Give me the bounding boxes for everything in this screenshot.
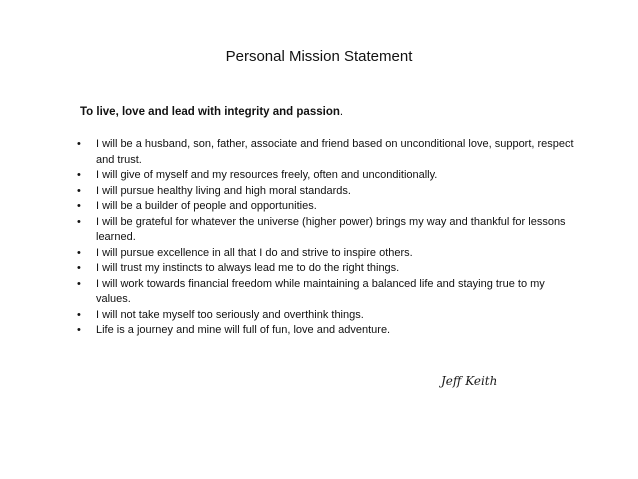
list-item-text: I will pursue excellence in all that I do and strive to inspire others. <box>96 246 413 259</box>
list-item-text: Life is a journey and mine will full of fun, love and adventure. <box>96 324 391 336</box>
list-item-text: I will pursue healthy living and high moral standards. <box>96 184 351 197</box>
bullet-icon: • <box>77 262 81 274</box>
bullet-icon: • <box>77 308 81 321</box>
list-item <box>77 184 577 200</box>
page-title: Personal Mission Statement <box>225 48 413 65</box>
list-item-text: I will not take myself too seriously and overthink things. <box>96 308 364 321</box>
bullet-icon: • <box>77 138 81 150</box>
list-item <box>77 199 577 215</box>
list-item <box>77 323 577 339</box>
list-item-text: I will give of myself and my resources freely, often and unconditionally. <box>96 169 438 181</box>
mission-statement-period: . <box>339 106 344 118</box>
list-item <box>77 137 577 168</box>
list-item <box>77 308 577 324</box>
mission-statement <box>80 104 343 120</box>
list-item-text: I will trust my instincts to always lead me to do the right things. <box>96 262 400 274</box>
list-item <box>77 215 577 246</box>
list-item-text: I will work towards financial freedom while maintaining a balanced life and staying true to my values. <box>96 277 545 305</box>
mission-statement-text: To live, love and lead with integrity and passion <box>80 106 340 118</box>
list-item-text: I will be grateful for whatever the universe (higher power) brings my way and thankful for lessons learned. <box>96 215 566 243</box>
list-item <box>77 277 577 308</box>
commitment-list <box>77 137 577 339</box>
signature: Jeff Keith <box>441 374 498 388</box>
list-item <box>77 168 577 184</box>
bullet-icon: • <box>77 246 81 259</box>
bullet-icon: • <box>77 324 81 336</box>
bullet-icon: • <box>77 184 81 197</box>
bullet-icon: • <box>77 200 81 212</box>
list-item <box>77 246 577 262</box>
list-item <box>77 261 577 277</box>
bullet-icon: • <box>77 169 81 181</box>
bullet-icon: • <box>77 277 81 290</box>
list-item-text: I will be a husband, son, father, associate and friend based on unconditional love, support, respect and trust. <box>96 138 574 166</box>
list-item-text: I will be a builder of people and opportunities. <box>96 200 317 212</box>
bullet-icon: • <box>77 215 81 228</box>
